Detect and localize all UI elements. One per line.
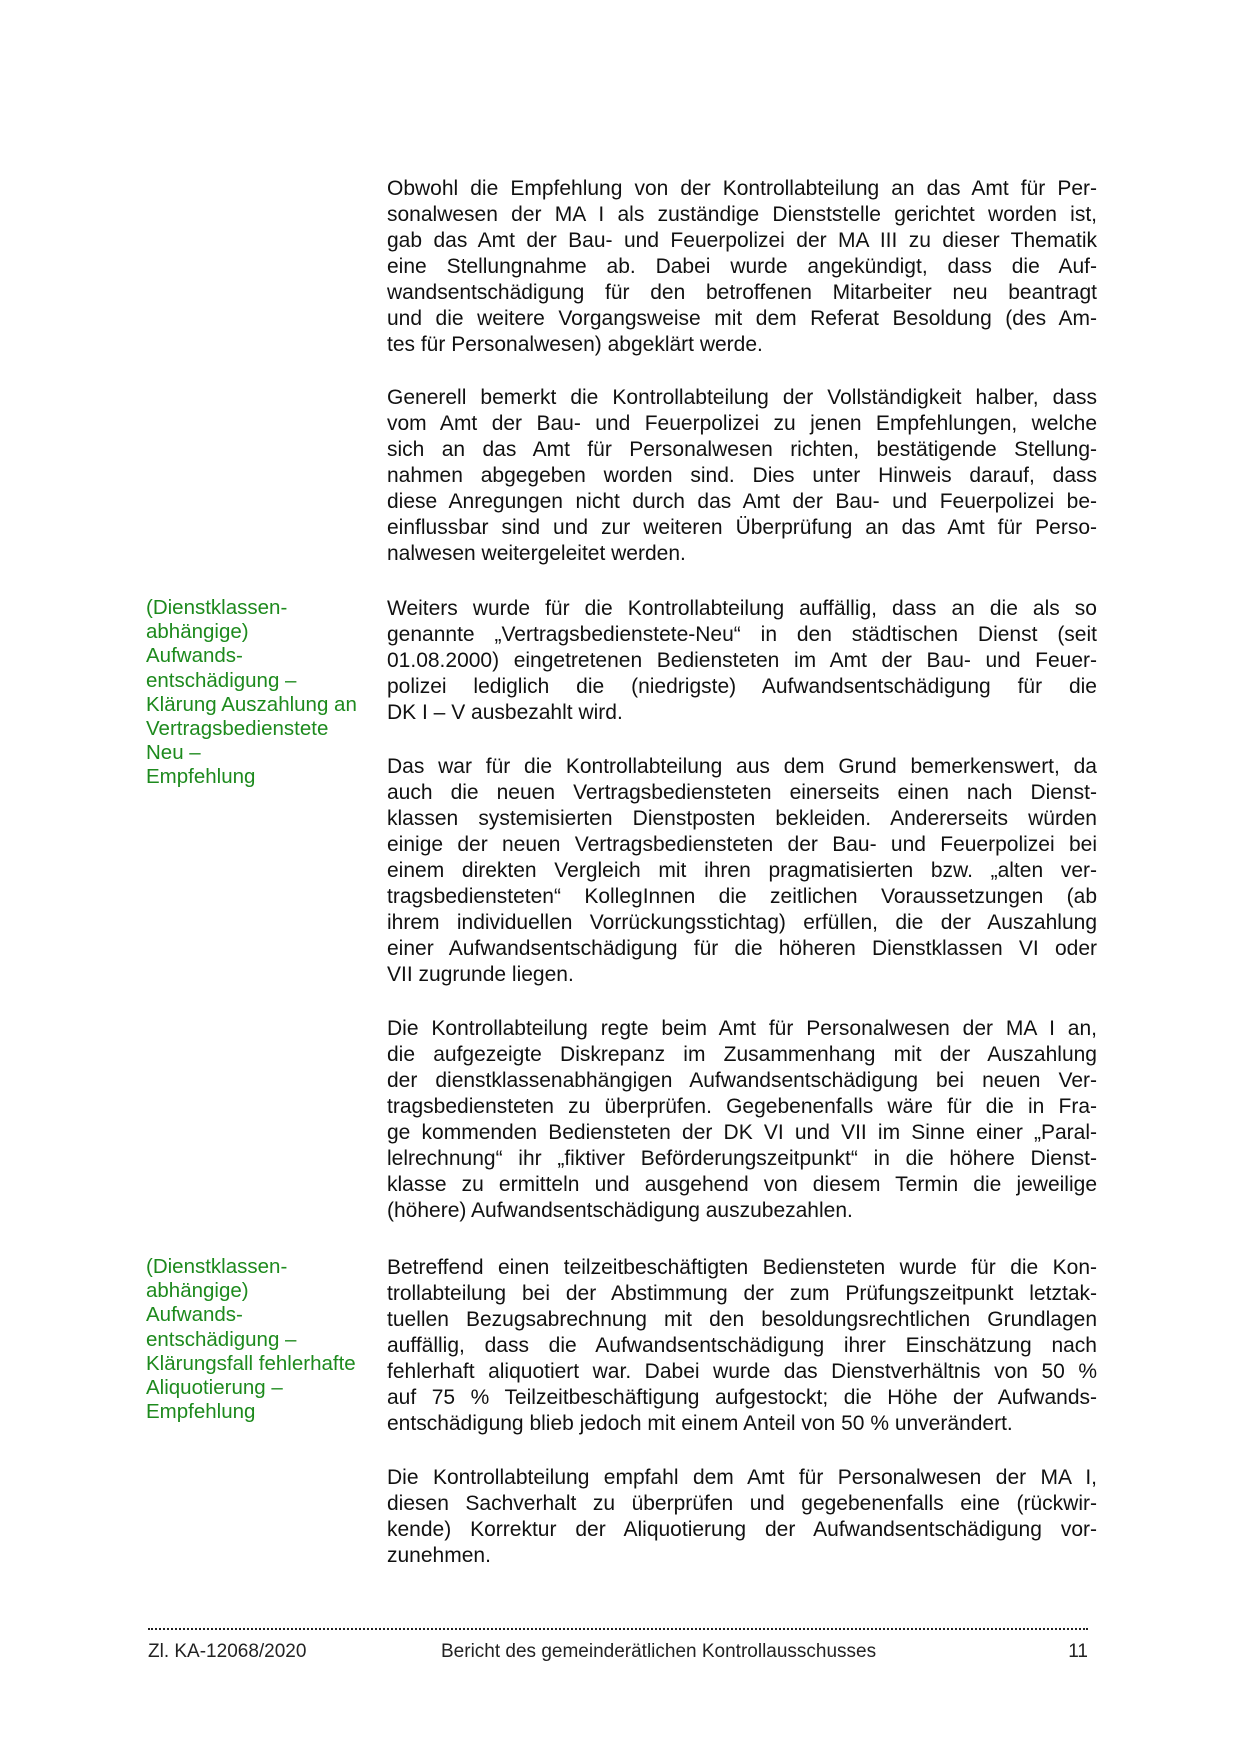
text-line: tragsbediensteten zu überprüfen. Gegebenenfalls wäre für die in Fra- [387, 1095, 1097, 1118]
margin-note-line: Empfehlung [146, 1400, 256, 1424]
margin-note-line: entschädigung – [146, 668, 297, 692]
text-line: auf 75 % Teilzeitbeschäftigung aufgestockt; die Höhe der Aufwands- [387, 1386, 1097, 1409]
paragraph-generell [387, 385, 1097, 567]
footer-title: Bericht des gemeinderätlichen Kontrollausschusses [441, 1641, 877, 1662]
footer-reference: Zl. KA-12068/2020 [148, 1641, 307, 1662]
text-line: tuellen Bezugsabrechnung mit den besoldungsrechtlichen Grundlagen [387, 1308, 1097, 1331]
text-line: fehlerhaft aliquotiert war. Dabei wurde das Dienstverhältnis von 50 % [387, 1360, 1097, 1383]
paragraph-bemerkenswert [387, 754, 1097, 988]
margin-note-aliquotierung [146, 1255, 376, 1424]
text-line: diesen Sachverhalt zu überprüfen und gegebenenfalls eine (rückwir- [387, 1492, 1097, 1515]
text-line: 01.08.2000) eingetretenen Bediensteten im Amt der Bau- und Feuer- [387, 649, 1097, 672]
paragraph-teilzeit [387, 1255, 1097, 1437]
text-line: nalwesen weitergeleitet werden. [387, 542, 686, 565]
margin-note-line: abhängige) [146, 620, 249, 644]
text-line: einer Aufwandsentschädigung für die höheren Dienstklassen VI oder [387, 937, 1097, 960]
margin-note-line: Klärung Auszahlung an [146, 692, 357, 716]
text-line: VII zugrunde liegen. [387, 963, 574, 986]
text-line: tragsbediensteten“ KollegInnen die zeitlichen Voraussetzungen (ab [387, 885, 1097, 908]
text-line: klasse zu ermitteln und ausgehend von diesem Termin die jeweilige [387, 1173, 1097, 1196]
margin-note-line: Neu – [146, 741, 201, 765]
text-line: einem direkten Vergleich mit ihren pragmatisierten bzw. „alten ver- [387, 859, 1097, 882]
text-line: wandsentschädigung für den betroffenen Mitarbeiter neu beantragt [387, 281, 1097, 304]
text-line: einflussbar sind und zur weiteren Überprüfung an das Amt für Perso- [387, 516, 1097, 539]
text-line: die aufgezeigte Diskrepanz im Zusammenhang mit der Auszahlung [387, 1043, 1097, 1066]
text-line: zunehmen. [387, 1544, 491, 1567]
margin-note-line: Empfehlung [146, 765, 256, 789]
text-line: auffällig, dass die Aufwandsentschädigung ihrer Einschätzung nach [387, 1334, 1097, 1357]
margin-note-line: (Dienstklassen- [146, 1255, 288, 1278]
text-line: sich an das Amt für Personalwesen richten, bestätigende Stellung- [387, 438, 1097, 461]
paragraph-anregung [387, 1016, 1097, 1224]
margin-note-line: (Dienstklassen- [146, 596, 288, 619]
margin-note-line: Aufwands- [146, 644, 243, 668]
text-line: Generell bemerkt die Kontrollabteilung der Vollständigkeit halber, dass [387, 386, 1097, 409]
paragraph-empfehlung-korrektur [387, 1465, 1097, 1569]
text-line: auch die neuen Vertragsbediensteten einerseits einen nach Dienst- [387, 781, 1097, 804]
text-line: Das war für die Kontrollabteilung aus dem Grund bemerkenswert, da [387, 755, 1097, 778]
text-line: diese Anregungen nicht durch das Amt der Bau- und Feuerpolizei be- [387, 490, 1097, 513]
margin-note-line: Vertragsbedienstete [146, 717, 329, 741]
text-line: polizei lediglich die (niedrigste) Aufwandsentschädigung für die [387, 675, 1097, 698]
text-line: trollabteilung bei der Abstimmung der zum Prüfungszeitpunkt letztak- [387, 1282, 1097, 1305]
text-line: tes für Personalwesen) abgeklärt werde. [387, 333, 763, 356]
text-line: Die Kontrollabteilung regte beim Amt für Personalwesen der MA I an, [387, 1017, 1097, 1040]
paragraph-weiters [387, 596, 1097, 726]
text-line: DK I – V ausbezahlt wird. [387, 701, 623, 724]
page-number: 11 [1068, 1641, 1088, 1662]
text-line: ihrem individuellen Vorrückungsstichtag) erfüllen, die der Auszahlung [387, 911, 1097, 934]
text-line: Betreffend einen teilzeitbeschäftigten Bediensteten wurde für die Kon- [387, 1256, 1097, 1279]
text-line: Obwohl die Empfehlung von der Kontrollabteilung an das Amt für Per- [387, 177, 1097, 200]
footer-divider [148, 1628, 1088, 1630]
text-line: einige der neuen Vertragsbediensteten der Bau- und Feuerpolizei bei [387, 833, 1097, 856]
margin-note-line: Klärungsfall fehlerhafte [146, 1351, 356, 1375]
text-line: ge kommenden Bediensteten der DK VI und VII im Sinne einer „Paral- [387, 1121, 1097, 1144]
text-line: klassen systemisierten Dienstposten bekleiden. Andererseits würden [387, 807, 1097, 830]
text-line: genannte „Vertragsbedienstete-Neu“ in den städtischen Dienst (seit [387, 623, 1097, 646]
text-line: sonalwesen der MA I als zuständige Dienststelle gerichtet worden ist, [387, 203, 1097, 226]
margin-note-vertragsbedienstete [146, 596, 376, 790]
text-line: entschädigung blieb jedoch mit einem Anteil von 50 % unverändert. [387, 1412, 1013, 1435]
text-line: lelrechnung“ ihr „fiktiver Beförderungszeitpunkt“ in die höhere Dienst- [387, 1147, 1097, 1170]
text-line: Weiters wurde für die Kontrollabteilung auffällig, dass an die als so [387, 597, 1097, 620]
text-line: Die Kontrollabteilung empfahl dem Amt für Personalwesen der MA I, [387, 1466, 1097, 1489]
text-line: und die weitere Vorgangsweise mit dem Referat Besoldung (des Am- [387, 307, 1097, 330]
margin-note-line: abhängige) [146, 1279, 249, 1303]
text-line: gab das Amt der Bau- und Feuerpolizei der MA III zu dieser Thematik [387, 229, 1097, 252]
text-line: (höhere) Aufwandsentschädigung auszubezahlen. [387, 1199, 853, 1222]
text-line: der dienstklassenabhängigen Aufwandsentschädigung bei neuen Ver- [387, 1069, 1097, 1092]
text-line: vom Amt der Bau- und Feuerpolizei zu jenen Empfehlungen, welche [387, 412, 1097, 435]
margin-note-line: Aufwands- [146, 1303, 243, 1327]
text-line: eine Stellungnahme ab. Dabei wurde angekündigt, dass die Auf- [387, 255, 1097, 278]
margin-note-line: Aliquotierung – [146, 1376, 283, 1400]
paragraph-stellungnahme [387, 176, 1097, 358]
margin-note-line: entschädigung – [146, 1327, 297, 1351]
text-line: kende) Korrektur der Aliquotierung der Aufwandsentschädigung vor- [387, 1518, 1097, 1541]
text-line: nahmen abgegeben worden sind. Dies unter Hinweis darauf, dass [387, 464, 1097, 487]
